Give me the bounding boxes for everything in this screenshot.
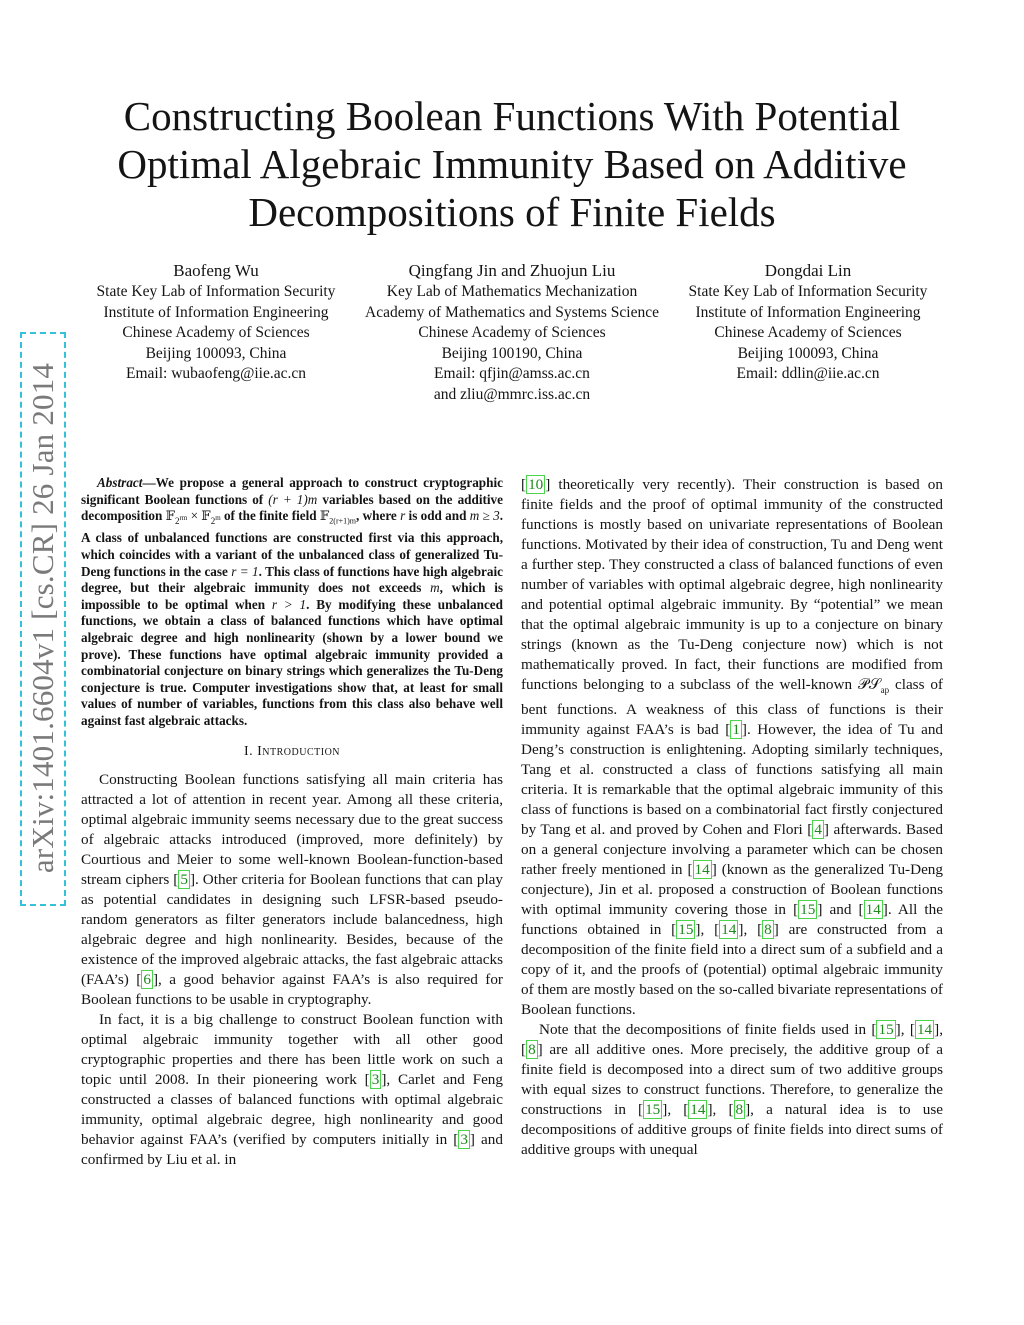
intro-paragraph-3: Note that the decompositions of finite fields used in [ 15 ], [ 14 ], [ 8 ] are all additive ones. More precisely, the additive group of a finite field is decomposed into a direct sum of two additive groups with equal sizes to construct functions. Therefore, to generalize the constructions in [ 15 ], [ 14 ], [ 8 ], a natural idea is to use decompositions of additive groups of finite fields into direct sums of additive groups with unequal xyxy=(521,1021,943,1159)
right-column xyxy=(521,475,943,1160)
affiliation-line: Academy of Mathematics and Systems Science xyxy=(365,303,659,321)
author-block-3 xyxy=(672,260,944,385)
math: × 𝔽 xyxy=(187,508,211,524)
title-line: Optimal Algebraic Immunity Based on Additive xyxy=(117,141,907,187)
abstract-text: variables based on the additive decomposition xyxy=(81,491,504,524)
abstract-text: . This class of functions have high algebraic degree, but their algebraic immunity does not exceeds xyxy=(81,563,504,596)
abstract xyxy=(81,475,503,730)
body-text: In fact, it is a big challenge to construct Boolean function with optimal algebraic immunity together with all other good cryptographic properties and there has been little work on such a topic until 2008. In their pioneering work xyxy=(81,1010,503,1088)
abstract-text: , which is impossible to be optimal when xyxy=(81,580,503,612)
citation-link[interactable]: 14 xyxy=(721,921,737,939)
math xyxy=(210,513,221,526)
math: 𝔽 xyxy=(165,508,175,524)
left-column xyxy=(81,475,503,1170)
citation-link[interactable]: 8 xyxy=(528,1041,536,1059)
math: m xyxy=(430,580,440,596)
abstract-text: We propose a general approach to construct cryptographic significant Boolean functions of xyxy=(81,475,503,507)
body-text: , a good behavior against FAA’s is also required for Boolean functions to be usable in cryptography. xyxy=(81,970,503,1008)
body-text: Constructing Boolean functions satisfying all main criteria has attracted a lot of attention in recent year. Among all these criteria, optimal algebraic immunity seems necessary due to the great success of algebraic attacks introduced (improved, more definitely) by Courtious and Meier to some well-known Boolean-function-based stream ciphers xyxy=(81,770,503,888)
intro-paragraph-2-cont: [ 10 ] theoretically very recently). Their construction is based on finite fields and the proof of optimal immunity of the constructed functions is mostly based on univariate representations of Boolean functions. Motivated by their idea of construction, Tu and Deng went a further step. They constructed a class of balanced functions of even number of variables with optimal algebraic degree, high nonlinearity and potential optimal algebraic immunity. By “potential” we mean that the optimal algebraic immunity is up to a conjecture on binary strings (known as the Tu-Deng conjecture now) which is not mathematically proved. In fact, their functions are modified from functions belonging to a subclass of the well-known 𝒫𝒮$_{ap}$ class of bent functions. A weakness of this class of functions is their immunity against FAA’s is bad [ 1 ]. However, the idea of Tu and Deng’s construction is enlightening. Adopting similarly techniques, Tang et al. constructed a class of functions satisfying all main criteria. It is remarkable that the optimal algebraic immunity of this class of functions is based on a combinatorial fact firstly conjectured by Tang et al. and proved by Cohen and Flori [ 4 ] afterwards. Based on a general conjecture involving a parameter which can be chosen rather freely mentioned in [ 14 ] (known as the generalized Tu-Deng conjecture), Jin et al. proposed a construction of Boolean functions with optimal immunity covering those in [ 15 ] and [ 14 ]. All the functions obtained in [ 15 ], [ 14 ], [ 8 ] are constructed from a decomposition of the finite field into a direct sum of a subfield and a copy of it, and the proofs of (potential) optimal algebraic immunity of them are mostly based on the so-called bivariate representations of Boolean functions. xyxy=(521,476,944,1019)
section-heading xyxy=(81,742,503,762)
math: r = 1 xyxy=(231,563,259,579)
body-text: class of bent functions. A weakness of this class of functions is their immunity against FAA’s is bad xyxy=(521,676,943,739)
math: (r + 1)m xyxy=(268,491,318,507)
affiliation-line: Institute of Information Engineering xyxy=(103,303,329,321)
math: 2 xyxy=(175,515,180,526)
math: 𝒫𝒮 xyxy=(857,676,881,693)
body-text: are all additive ones. More precisely, the additive group of a finite field is decomposed into a direct sum of two additive groups with equal sizes to construct functions. Therefore, to generalize the constructions in xyxy=(521,1041,943,1119)
citation-link[interactable]: 15 xyxy=(645,1101,661,1119)
body-text: , xyxy=(939,1021,943,1039)
math: 2(r+1)m xyxy=(329,516,357,526)
body-text: (known as the generalized Tu-Deng conjecture), Jin et al. proposed a construction of Boolean functions with optimal immunity covering those in xyxy=(521,861,943,919)
citation-link[interactable]: 15 xyxy=(800,901,816,919)
title-line: Decompositions of Finite Fields xyxy=(248,189,776,235)
citation-link[interactable]: 15 xyxy=(878,1021,894,1039)
affiliation-line: Beijing 100190, China xyxy=(441,344,583,362)
body-text: , xyxy=(712,1101,729,1119)
body-text: . All the functions obtained in xyxy=(521,901,943,939)
citation-link[interactable]: 8 xyxy=(764,921,772,939)
affiliation-line: Chinese Academy of Sciences xyxy=(714,324,902,342)
citation-link[interactable]: 5 xyxy=(180,870,188,888)
math xyxy=(175,513,188,526)
citation-link[interactable]: 14 xyxy=(694,861,710,879)
body-text: . Other criteria for Boolean functions that can play as potential candidates in designing such LFSR-based pseudo-random generators as filter generators include balancedness, high algebraic degree and high nonlinearity. Besides, because of the existence of the improved algebraic attacks, the fast algebraic attacks (FAA’s) xyxy=(81,870,504,988)
affiliation-line: Institute of Information Engineering xyxy=(695,303,921,321)
math xyxy=(165,508,221,526)
citation-link[interactable]: 3 xyxy=(371,1070,380,1088)
body-text: , xyxy=(743,921,758,939)
abstract-label: Abstract xyxy=(97,475,143,490)
author-name: Baofeng Wu xyxy=(173,261,259,280)
citation-link[interactable]: 6 xyxy=(143,970,151,988)
body-text: and xyxy=(822,901,859,919)
intro-paragraph-1: Constructing Boolean functions satisfying all main criteria has attracted a lot of attention in recent year. Among all these criteria, optimal algebraic immunity seems necessary due to the great success of algebraic attacks introduced (improved, more definitely) by Courtious and Meier to some well-known Boolean-function-based stream ciphers [ 5 ]. Other criteria for Boolean functions that can play as potential candidates in designing such LFSR-based pseudo-random generators as filter generators include balancedness, high algebraic degree and high nonlinearity. Besides, because of the existence of the improved algebraic attacks, the fast algebraic attacks (FAA’s) [ 6 ], a good behavior against FAA’s is also required for Boolean functions to be usable in cryptography. xyxy=(81,770,504,1008)
math: 𝔽 xyxy=(319,508,330,524)
body-text: . However, the idea of Tu and Deng’s construction is enlightening. Adopting similarly techniques, Tang et al. constructed a class of functions satisfying all main criteria. It is remarkable that the optimal algebraic immunity of this class of functions is based on a combinatorial fact firstly conjectured by Tang et al. and proved by Cohen and Flori xyxy=(521,721,944,839)
body-text: and confirmed by Liu et al. in xyxy=(81,1130,503,1168)
abstract-text: , where xyxy=(356,508,401,524)
author-block-1 xyxy=(80,260,352,385)
author-email: Email: ddlin@iie.ac.cn xyxy=(736,365,880,383)
body-text: Note that the decompositions of finite fields used in xyxy=(539,1021,872,1039)
affiliation-line: Chinese Academy of Sciences xyxy=(418,324,606,342)
affiliation-line: State Key Lab of Information Security xyxy=(96,283,336,300)
math: r xyxy=(400,508,406,524)
citation-link[interactable]: 10 xyxy=(528,476,544,493)
arxiv-stamp-text: arXiv:1401.6604v1 [cs.CR] 26 Jan 2014 xyxy=(25,362,60,874)
math: rm xyxy=(179,513,188,522)
section-number: I. xyxy=(243,743,254,759)
body-text: are constructed from a decomposition of the finite field into a direct sum of a subfield and a copy of it, and the proofs of (potential) optimal algebraic immunity of them are mostly based on the so-called bivariate representations of Boolean functions. xyxy=(521,921,944,1019)
abstract-text: of the finite field xyxy=(220,508,320,524)
citation-link[interactable]: 1 xyxy=(732,721,740,739)
math: r > 1 xyxy=(271,596,307,612)
abstract-text: is odd and xyxy=(405,508,470,524)
section-title: Introduction xyxy=(257,743,341,759)
body-text: , a natural idea is to use decompositions of additive groups of finite fields into direct sums of additive groups with unequal xyxy=(521,1101,943,1159)
author-name: Qingfang Jin and Zhuojun Liu xyxy=(408,261,616,280)
affiliation-line: Key Lab of Mathematics Mechanization xyxy=(386,283,638,300)
author-name: Dongdai Lin xyxy=(764,261,852,280)
citation-link[interactable]: 3 xyxy=(460,1130,468,1148)
citation-link[interactable]: 4 xyxy=(814,821,822,839)
citation-link[interactable]: 14 xyxy=(865,901,881,919)
citation-link[interactable]: 15 xyxy=(678,921,694,939)
math: ap xyxy=(880,685,890,696)
abstract-text: . By modifying these unbalanced functions, we obtain a class of balanced functions which have optimal algebraic degree and high nonlinearity (shown by a lower bound we prove). These functions have optimal algebraic immunity provided a combinatorial conjecture on binary strings which generalizes the Tu-Deng conjecture is true. Computer investigations show that, at least for small values of number of variables, functions from this class also behave well against fast algebraic attacks. xyxy=(81,596,503,728)
math: 2 xyxy=(210,515,216,526)
author-email: Email: qfjin@amss.ac.cn xyxy=(434,365,590,383)
affiliation-line: Chinese Academy of Sciences xyxy=(122,324,310,342)
affiliation-line: State Key Lab of Information Security xyxy=(688,283,928,300)
body-text: , xyxy=(900,1021,905,1039)
body-text: , Carlet and Feng constructed a classes of balanced functions with optimal algebraic immunity, optimal algebraic degree, high nonlinearity and good behavior against FAA’s (verified by computers initially in xyxy=(81,1070,503,1148)
author-email: Email: wubaofeng@iie.ac.cn xyxy=(126,365,306,383)
body-text: theoretically very recently). Their construction is based on finite fields and the proof of optimal immunity of the constructed functions is mostly based on univariate representations of Boolean functions. Motivated by their idea of construction, Tu and Deng went a further step. They constructed a class of balanced functions of even number of variables with optimal algebraic degree, high nonlinearity and potential optimal algebraic immunity. By “potential” we mean that the optimal algebraic immunity is up to a conjecture on binary strings (known as the Tu-Deng conjecture now) which is not mathematically proved. In fact, their functions are modified from functions belonging to a subclass of the well-known xyxy=(521,476,943,693)
abstract-text: . A class of unbalanced functions are constructed first via this approach, which coincides with a variant of the unbalanced class of generalized Tu-Deng functions in the case xyxy=(81,508,503,579)
citation-link[interactable]: 14 xyxy=(690,1101,706,1119)
paper-title xyxy=(80,92,944,236)
author-email: and zliu@mmrc.iss.ac.cn xyxy=(433,385,591,403)
citation-link[interactable]: 8 xyxy=(735,1101,744,1119)
math: m ≥ 3 xyxy=(469,508,500,524)
affiliation-line: Beijing 100093, China xyxy=(737,344,879,362)
abstract-dash: — xyxy=(142,475,156,490)
math: m xyxy=(215,513,221,522)
body-text: afterwards. Based on a general conjecture involving a parameter which can be chosen rather freely mentioned in xyxy=(521,821,943,879)
citation-link[interactable]: 14 xyxy=(916,1021,933,1039)
author-block-2 xyxy=(345,260,679,406)
intro-paragraph-2: In fact, it is a big challenge to construct Boolean function with optimal algebraic immunity together with all other good cryptographic properties and there has been little work on such a topic until 2008. In their pioneering work [ 3 ], Carlet and Feng constructed a classes of balanced functions with optimal algebraic immunity, optimal algebraic degree, high nonlinearity and good behavior against FAA’s (verified by computers initially in [ 3 ] and confirmed by Liu et al. in xyxy=(81,1010,503,1168)
affiliation-line: Beijing 100093, China xyxy=(145,344,287,362)
body-text: , xyxy=(700,921,715,939)
title-line: Constructing Boolean Functions With Potential xyxy=(123,93,901,139)
body-text: , xyxy=(667,1101,684,1119)
